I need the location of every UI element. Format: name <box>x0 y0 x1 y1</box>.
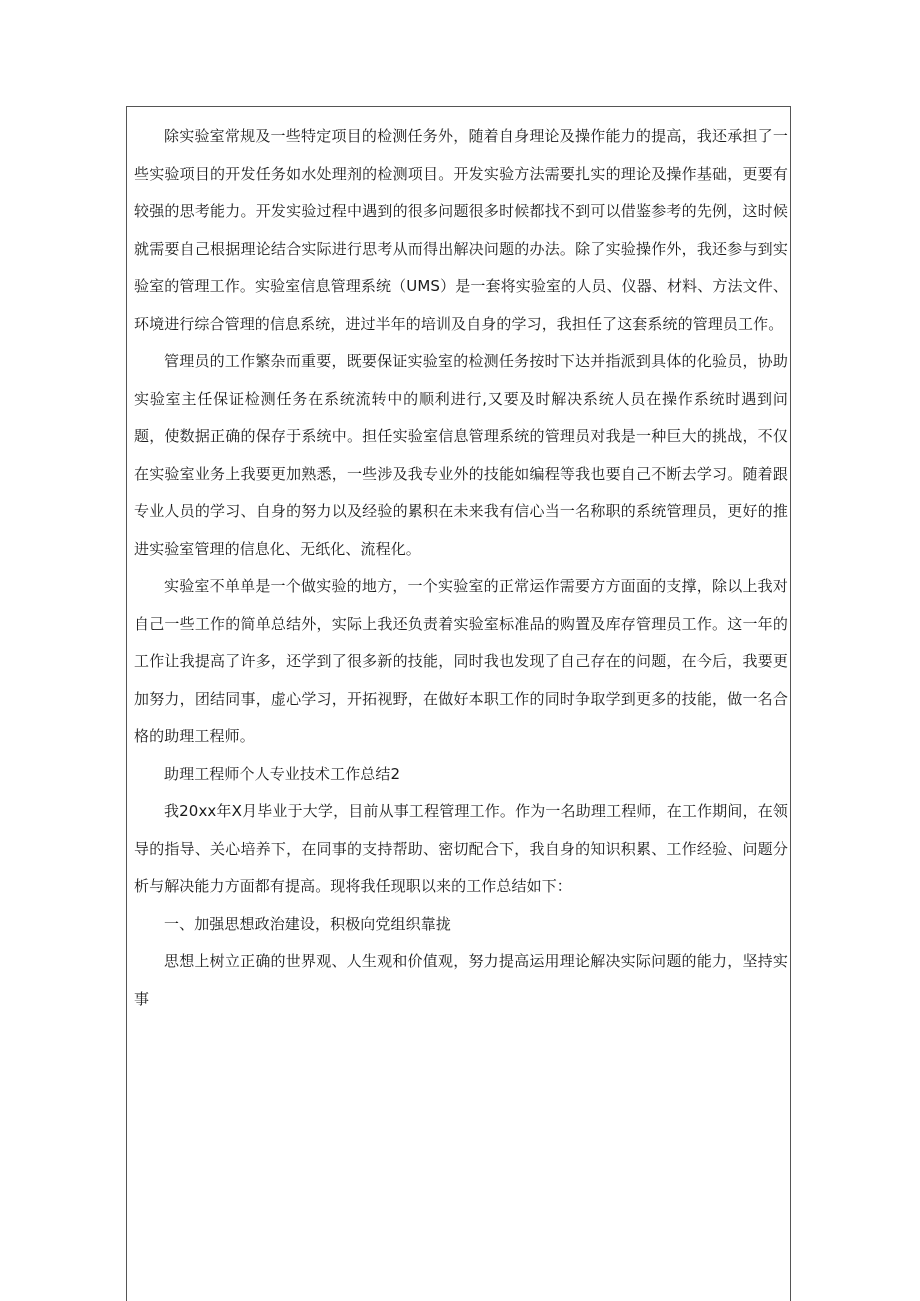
section-heading-summary-2: 助理工程师个人专业技术工作总结2 <box>164 764 401 783</box>
paragraph-admin-duties: 管理员的工作繁杂而重要，既要保证实验室的检测任务按时下达并指派到具体的化验员，协助实验室主任保证检测任务在系统流转中的顺利进行,又要及时解决系统人员在操作系统时遇到问题，使数据正确的保存于系统中。担任实验室信息管理系统的管理员对我是一种巨大的挑战，不仅在实验室业务上我要更加熟悉，一些涉及我专业外的技能如编程等我也要自己不断去学习。随着跟专业人员的学习、自身的努力以及经验的累积在未来我有信心当一名称职的系统管理员，更好的推进实验室管理的信息化、无纸化、流程化。 <box>134 352 788 558</box>
paragraph-ideology: 思想上树立正确的世界观、人生观和价值观，努力提高运用理论解决实际问题的能力，坚持实事 <box>134 952 788 1008</box>
paragraph-lab-development: 除实验室常规及一些特定项目的检测任务外，随着自身理论及操作能力的提高，我还承担了一些实验项目的开发任务如水处理剂的检测项目。开发实验方法需要扎实的理论及操作基础，更要有较强的思考能力。开发实验过程中遇到的很多问题很多时候都找不到可以借鉴参考的先例，这时候就需要自己根据理论结合实际进行思考从而得出解决问题的办法。除了实验操作外，我还参与到实验室的管理工作。实验室信息管理系统（UMS）是一套将实验室的人员、仪器、材料、方法文件、环境进行综合管理的信息系统，进过半年的培训及自身的学习，我担任了这套系统的管理员工作。 <box>134 127 788 333</box>
paragraph-lab-summary: 实验室不单单是一个做实验的地方，一个实验室的正常运作需要方方面面的支撑，除以上我对自己一些工作的简单总结外，实际上我还负责着实验室标准品的购置及库存管理员工作。这一年的工作让我提高了许多，还学到了很多新的技能，同时我也发现了自己存在的问题，在今后，我要更加努力，团结同事，虚心学习，开拓视野，在做好本职工作的同时争取学到更多的技能，做一名合格的助理工程师。 <box>134 577 788 745</box>
paragraph-introduction: 我20xx年X月毕业于大学，目前从事工程管理工作。作为一名助理工程师，在工作期间，在领导的指导、关心培养下，在同事的支持帮助、密切配合下，我自身的知识积累、工作经验、问题分析与解决能力方面都有提高。现将我任现职以来的工作总结如下： <box>134 802 788 895</box>
subheading-political-construction: 一、加强思想政治建设，积极向党组织靠拢 <box>164 914 451 933</box>
document-body <box>134 118 788 1018</box>
